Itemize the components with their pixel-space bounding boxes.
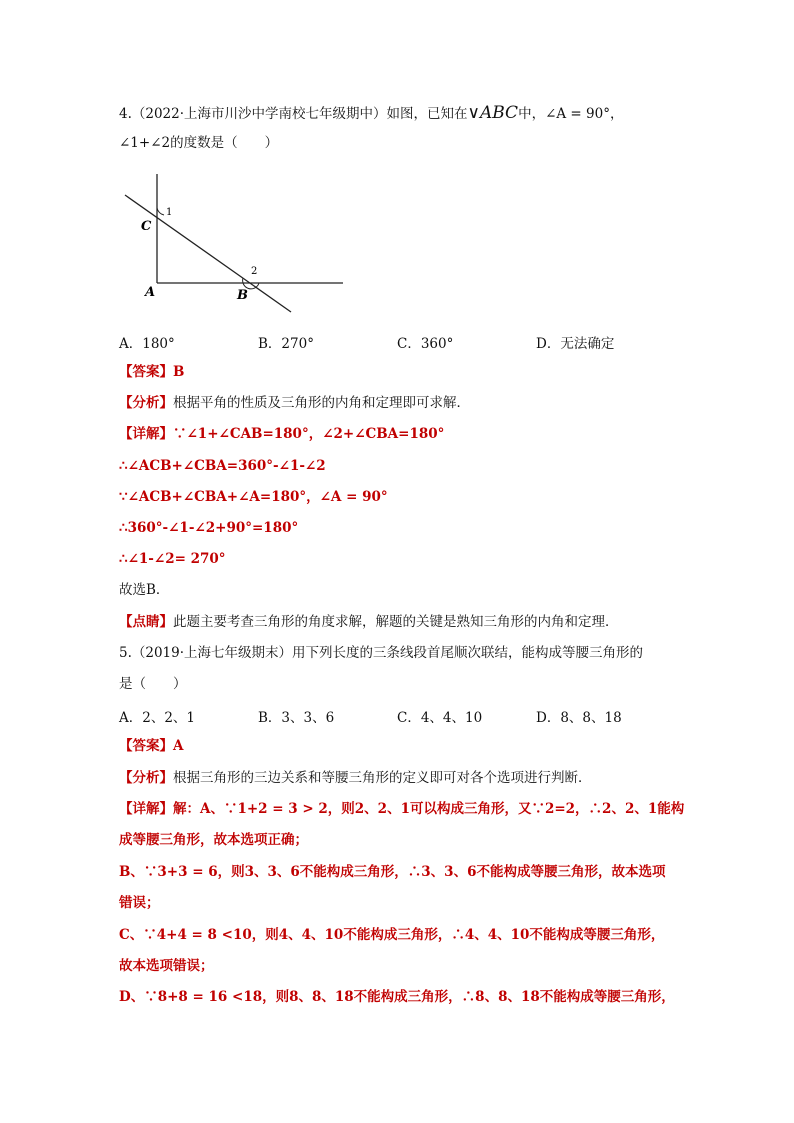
q5-option-b: B．3、3、6 — [258, 710, 335, 726]
q4-comment-line — [119, 612, 619, 632]
q4-comment-tag: 【点睛】 — [119, 614, 173, 630]
q4-figure — [119, 166, 359, 316]
q5-stem-line2: 是（ ） — [119, 676, 187, 692]
q4-detail-3: ∵∠ACB+∠CBA+∠A=180°，∠A = 90° — [119, 489, 388, 505]
q5-answer-tag: 【答案】 — [119, 738, 173, 754]
label-c: C — [141, 219, 152, 234]
label-1: 1 — [166, 207, 173, 218]
q4-detail-tag: 【详解】 — [119, 426, 173, 442]
q4-option-c: C．360° — [397, 336, 454, 352]
q5-detail-a1-line — [119, 799, 684, 819]
q4-analysis-line — [119, 393, 470, 413]
q5-detail-b1: B、∵3+3 = 6，则3、3、6不能构成三角形，∴3、3、6不能构成等腰三角形，故本选项 — [119, 864, 666, 880]
q4-answer-line — [119, 362, 184, 382]
q5-option-c: C．4、4、10 — [397, 710, 483, 726]
q4-detail-1: ∵∠1+∠CAB=180°，∠2+∠CBA=180° — [173, 426, 445, 442]
q5-answer-line — [119, 736, 183, 756]
q4-stem-b: 中，∠A = 90°， — [518, 106, 624, 122]
label-a: A — [145, 285, 156, 300]
angle-1-arc — [157, 208, 164, 215]
q5-answer: A — [173, 738, 184, 754]
q4-comment: 此题主要考查三角形的角度求解，解题的关键是熟知三角形的内角和定理． — [173, 614, 619, 630]
q4-detail-line — [119, 424, 444, 444]
q5-analysis: 根据三角形的三边关系和等腰三角形的定义即可对各个选项进行判断． — [173, 770, 592, 786]
q5-detail-a2: 成等腰三角形，故本选项正确； — [119, 832, 308, 848]
q5-stem-line1: 5.（2019·上海七年级期末）用下列长度的三条线段首尾顺次联结，能构成等腰三角形的 — [119, 645, 644, 661]
q4-option-a: A．180° — [119, 336, 175, 352]
q4-answer: B — [173, 364, 185, 380]
q4-detail-5: ∴∠1-∠2= 270° — [119, 551, 226, 567]
q4-triangle: ∨ABC — [467, 103, 519, 123]
q4-detail-2: ∴∠ACB+∠CBA=360°-∠1-∠2 — [119, 458, 326, 474]
q4-analysis-tag: 【分析】 — [119, 395, 173, 411]
q5-detail-c2: 故本选项错误； — [119, 958, 214, 974]
q5-detail-d1: D、∵8+8 = 16 <18，则8、8、18不能构成三角形，∴8、8、18不能构成等腰三角形， — [119, 989, 675, 1005]
label-2: 2 — [251, 266, 258, 277]
q5-option-d: D．8、8、18 — [536, 710, 622, 726]
label-b: B — [237, 288, 248, 303]
q4-analysis: 根据平角的性质及三角形的内角和定理即可求解． — [173, 395, 470, 411]
q5-detail-c1: C、∵4+4 = 8 <10，则4、4、10不能构成三角形，∴4、4、10不能构成等腰三角形， — [119, 927, 665, 943]
q5-analysis-tag: 【分析】 — [119, 770, 173, 786]
q4-stem-line1 — [119, 103, 623, 124]
q4-stem-a: 4.（2022·上海市川沙中学南校七年级期中）如图，已知在 — [119, 106, 468, 122]
q4-detail-4: ∴360°-∠1-∠2+90°=180° — [119, 520, 299, 536]
q4-answer-tag: 【答案】 — [119, 364, 173, 380]
q5-option-a: A．2、2、1 — [119, 710, 196, 726]
q4-option-d: D．无法确定 — [536, 336, 615, 352]
q5-analysis-line — [119, 768, 592, 788]
q4-choose: 故选B． — [119, 582, 170, 598]
q5-detail-b2: 错误； — [119, 895, 160, 911]
q4-stem-line2: ∠1+∠2的度数是（ ） — [119, 135, 279, 151]
q5-detail-a1: 解：A、∵1+2 = 3 > 2，则2、2、1可以构成三角形，又∵2=2，∴2、2、1能构 — [173, 801, 685, 817]
q5-detail-tag: 【详解】 — [119, 801, 173, 817]
q4-option-b: B．270° — [258, 336, 314, 352]
